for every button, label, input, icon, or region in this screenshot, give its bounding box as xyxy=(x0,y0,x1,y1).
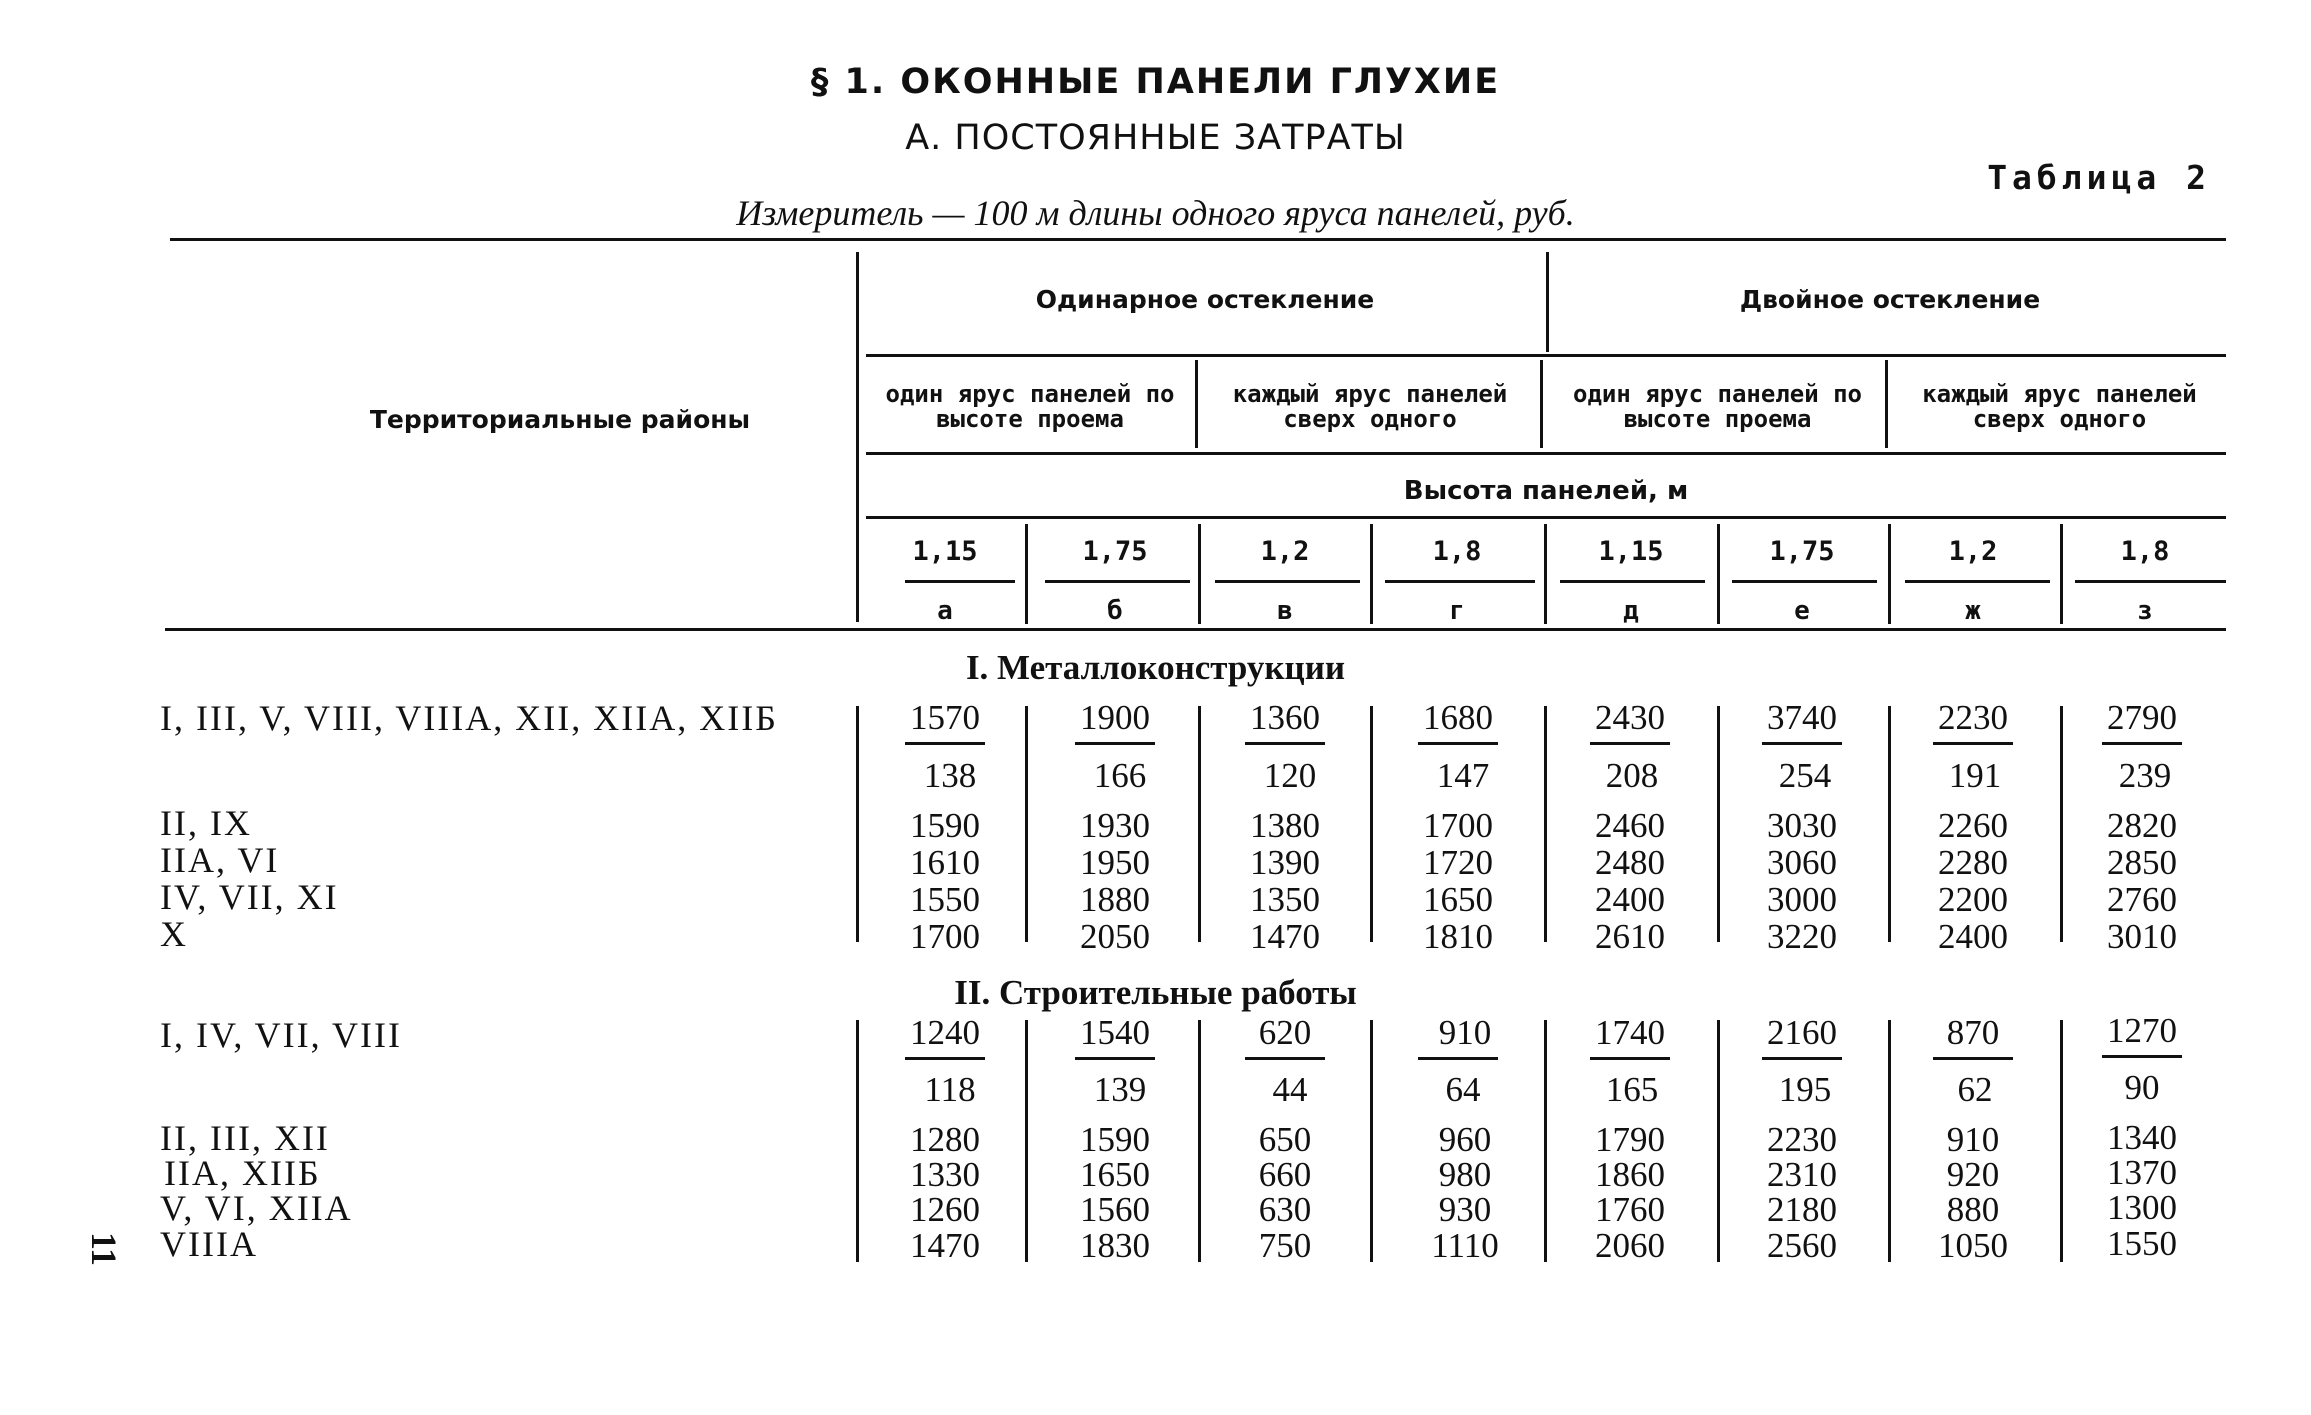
table-cell: 650 xyxy=(1258,1120,1312,1159)
table-cell: 2310 xyxy=(1767,1155,1837,1194)
header-divider xyxy=(1546,252,1549,352)
table-cell: 1650 xyxy=(1080,1155,1150,1194)
table-cell: 2480 xyxy=(1595,843,1665,882)
height-value: 1,75 xyxy=(1769,536,1835,567)
fraction-top: 620 xyxy=(1258,1013,1312,1052)
region-label: VIIIA xyxy=(160,1224,258,1264)
fraction-top: 1360 xyxy=(1250,698,1320,737)
table-cell: 930 xyxy=(1438,1190,1492,1229)
table-cell: 2760 xyxy=(2107,880,2177,919)
fraction-bar xyxy=(1418,742,1498,745)
fraction-bar xyxy=(1418,1057,1498,1060)
height-value: 1,75 xyxy=(1082,536,1148,567)
fraction-bottom: 195 xyxy=(1778,1070,1832,1109)
region-label: II, III, XII xyxy=(160,1118,330,1158)
table-cell: 750 xyxy=(1258,1226,1312,1265)
table-cell: 1860 xyxy=(1595,1155,1665,1194)
letter-rule xyxy=(905,580,1015,583)
region-label: X xyxy=(160,914,188,954)
height-value: 1,15 xyxy=(1598,536,1664,567)
fraction-bar xyxy=(905,1057,985,1060)
header-rule xyxy=(866,354,2226,357)
region-label: IV, VII, XI xyxy=(160,877,339,917)
height-header: Высота панелей, м xyxy=(1403,476,1689,506)
table-cell: 2400 xyxy=(1595,880,1665,919)
measure-unit: Измеритель — 100 м длины одного яруса панелей, руб. xyxy=(736,193,1575,233)
table-cell: 3060 xyxy=(1767,843,1837,882)
single-glazing-header: Одинарное остекление xyxy=(1035,285,1375,314)
fraction-top: 3740 xyxy=(1767,698,1837,737)
table-cell: 2050 xyxy=(1080,917,1150,956)
fraction-top: 2790 xyxy=(2107,698,2177,737)
fraction-bottom: 120 xyxy=(1263,756,1317,795)
header-rule xyxy=(866,516,2226,519)
column-divider xyxy=(1025,706,1028,942)
fraction-top: 1570 xyxy=(910,698,980,737)
fraction-bottom: 139 xyxy=(1093,1070,1147,1109)
page-number: 11 xyxy=(84,1232,124,1267)
table-cell: 1280 xyxy=(910,1120,980,1159)
section-subtitle: А. ПОСТОЯННЫЕ ЗАТРАТЫ xyxy=(905,118,1406,158)
fraction-top: 870 xyxy=(1946,1013,2000,1052)
region-label: I, IV, VII, VIII xyxy=(160,1015,402,1055)
table-cell: 630 xyxy=(1258,1190,1312,1229)
table-cell: 3220 xyxy=(1767,917,1837,956)
fraction-bar xyxy=(1590,1057,1670,1060)
fraction-top: 910 xyxy=(1438,1013,1492,1052)
table-cell: 920 xyxy=(1946,1155,2000,1194)
table-cell: 1050 xyxy=(1938,1226,2008,1265)
table-cell: 2610 xyxy=(1595,917,1665,956)
region-label: V, VI, XIIA xyxy=(160,1188,353,1228)
fraction-bar xyxy=(1933,742,2013,745)
table-cell: 880 xyxy=(1946,1190,2000,1229)
table-cell: 1550 xyxy=(2107,1224,2177,1263)
table-cell: 2850 xyxy=(2107,843,2177,882)
column-divider xyxy=(1198,706,1201,942)
fraction-bar xyxy=(1762,1057,1842,1060)
fraction-bottom: 254 xyxy=(1778,756,1832,795)
section-title: § 1. ОКОННЫЕ ПАНЕЛИ ГЛУХИЕ xyxy=(810,62,1501,102)
column-divider xyxy=(2060,1020,2063,1262)
header-divider xyxy=(2060,524,2063,624)
column-divider xyxy=(1370,1020,1373,1262)
column-letter: ж xyxy=(1965,596,1981,626)
subheader-4: каждый ярус панелей сверх одного xyxy=(1922,380,2197,434)
table-number: Таблица 2 xyxy=(1987,158,2211,197)
letter-rule xyxy=(1045,580,1190,583)
column-letter: в xyxy=(1277,596,1293,626)
header-divider xyxy=(1198,524,1201,624)
table-cell: 2560 xyxy=(1767,1226,1837,1265)
header-divider xyxy=(856,252,859,622)
column-divider xyxy=(1717,706,1720,942)
table-cell: 1950 xyxy=(1080,843,1150,882)
header-divider xyxy=(1370,524,1373,624)
table-cell: 1550 xyxy=(910,880,980,919)
table-cell: 1610 xyxy=(910,843,980,882)
table-cell: 2230 xyxy=(1767,1120,1837,1159)
table-cell: 1760 xyxy=(1595,1190,1665,1229)
table-cell: 3000 xyxy=(1767,880,1837,919)
fraction-bottom: 166 xyxy=(1093,756,1147,795)
height-value: 1,8 xyxy=(2120,536,2170,567)
fraction-bar xyxy=(1933,1057,2013,1060)
letter-rule xyxy=(1215,580,1360,583)
table-cell: 1470 xyxy=(1250,917,1320,956)
fraction-bar xyxy=(1245,742,1325,745)
column-divider xyxy=(1888,706,1891,942)
fraction-bar xyxy=(1590,742,1670,745)
table-cell: 1340 xyxy=(2107,1118,2177,1157)
table-cell: 2180 xyxy=(1767,1190,1837,1229)
subheader-3: один ярус панелей по высоте проема xyxy=(1573,380,1862,434)
table-cell: 2400 xyxy=(1938,917,2008,956)
table-cell: 2820 xyxy=(2107,806,2177,845)
table-cell: 2060 xyxy=(1595,1226,1665,1265)
table-cell: 3010 xyxy=(2107,917,2177,956)
table-cell: 1470 xyxy=(910,1226,980,1265)
header-divider xyxy=(1544,524,1547,624)
column-letter: е xyxy=(1794,596,1810,626)
fraction-bottom: 191 xyxy=(1948,756,2002,795)
fraction-top: 1740 xyxy=(1595,1013,1665,1052)
table-cell: 910 xyxy=(1946,1120,2000,1159)
fraction-top: 2160 xyxy=(1767,1013,1837,1052)
header-divider xyxy=(1540,360,1543,448)
table-cell: 1700 xyxy=(1423,806,1493,845)
fraction-top: 2230 xyxy=(1938,698,2008,737)
height-value: 1,15 xyxy=(912,536,978,567)
table-cell: 1260 xyxy=(910,1190,980,1229)
letter-rule xyxy=(1385,580,1535,583)
table-cell: 2280 xyxy=(1938,843,2008,882)
table-cell: 1110 xyxy=(1431,1226,1499,1265)
fraction-bar xyxy=(2102,742,2182,745)
column-letter: з xyxy=(2137,596,2153,626)
column-letter: б xyxy=(1107,596,1123,626)
fraction-bottom: 208 xyxy=(1605,756,1659,795)
header-divider xyxy=(1025,524,1028,624)
region-header: Территориальные районы xyxy=(369,405,751,434)
table-cell: 2260 xyxy=(1938,806,2008,845)
letter-rule xyxy=(1732,580,1877,583)
table-cell: 1300 xyxy=(2107,1188,2177,1227)
fraction-bottom: 62 xyxy=(1957,1070,1993,1109)
table-cell: 1350 xyxy=(1250,880,1320,919)
table-cell: 1650 xyxy=(1423,880,1493,919)
section-heading: II. Строительные работы xyxy=(954,973,1357,1012)
table-cell: 1560 xyxy=(1080,1190,1150,1229)
table-cell: 1590 xyxy=(910,806,980,845)
height-value: 1,8 xyxy=(1432,536,1482,567)
table-cell: 1790 xyxy=(1595,1120,1665,1159)
column-divider xyxy=(1025,1020,1028,1262)
double-glazing-header: Двойное остекление xyxy=(1739,285,2041,314)
table-cell: 960 xyxy=(1438,1120,1492,1159)
table-cell: 1880 xyxy=(1080,880,1150,919)
fraction-bar xyxy=(1075,1057,1155,1060)
height-value: 1,2 xyxy=(1260,536,1310,567)
fraction-bottom: 90 xyxy=(2124,1068,2160,1107)
subheader-1: один ярус панелей по высоте проема xyxy=(885,380,1175,434)
letter-rule xyxy=(1560,580,1705,583)
column-divider xyxy=(1370,706,1373,942)
column-divider xyxy=(1544,706,1547,942)
header-divider xyxy=(1888,524,1891,624)
fraction-bottom: 64 xyxy=(1445,1070,1481,1109)
column-letter: д xyxy=(1623,596,1639,626)
table-cell: 2460 xyxy=(1595,806,1665,845)
column-letter: а xyxy=(937,596,953,626)
height-value: 1,2 xyxy=(1948,536,1998,567)
header-divider xyxy=(1195,360,1198,448)
region-label: II, IX xyxy=(160,803,252,843)
region-label: IIA, XIIБ xyxy=(164,1153,321,1193)
table-cell: 3030 xyxy=(1767,806,1837,845)
fraction-bottom: 239 xyxy=(2118,756,2172,795)
table-cell: 1810 xyxy=(1423,917,1493,956)
table-cell: 1930 xyxy=(1080,806,1150,845)
fraction-bottom: 138 xyxy=(923,756,977,795)
fraction-bar xyxy=(2102,1055,2182,1058)
fraction-top: 1540 xyxy=(1080,1013,1150,1052)
column-divider xyxy=(856,706,859,942)
column-divider xyxy=(1888,1020,1891,1262)
fraction-top: 1270 xyxy=(2107,1011,2177,1050)
subheader-2: каждый ярус панелей сверх одного xyxy=(1232,380,1508,434)
fraction-bottom: 44 xyxy=(1272,1070,1308,1109)
table-cell: 1330 xyxy=(910,1155,980,1194)
fraction-top: 1900 xyxy=(1080,698,1150,737)
fraction-bar xyxy=(1075,742,1155,745)
table-cell: 660 xyxy=(1258,1155,1312,1194)
column-divider xyxy=(1544,1020,1547,1262)
region-label: I, III, V, VIII, VIIIA, XII, XIIA, XIIБ xyxy=(160,698,778,738)
fraction-top: 1240 xyxy=(910,1013,980,1052)
table-cell: 1700 xyxy=(910,917,980,956)
header-divider xyxy=(1885,360,1888,448)
header-rule xyxy=(866,452,2226,455)
table-cell: 1720 xyxy=(1423,843,1493,882)
column-divider xyxy=(2060,706,2063,942)
fraction-bar xyxy=(1245,1057,1325,1060)
fraction-bottom: 165 xyxy=(1605,1070,1659,1109)
table-cell: 1370 xyxy=(2107,1153,2177,1192)
letter-rule xyxy=(1905,580,2050,583)
table-cell: 2200 xyxy=(1938,880,2008,919)
table-cell: 980 xyxy=(1438,1155,1492,1194)
table-cell: 1830 xyxy=(1080,1226,1150,1265)
fraction-top: 1680 xyxy=(1423,698,1493,737)
column-divider xyxy=(1717,1020,1720,1262)
fraction-bottom: 118 xyxy=(924,1070,976,1109)
table-cell: 1380 xyxy=(1250,806,1320,845)
table-cell: 1590 xyxy=(1080,1120,1150,1159)
column-divider xyxy=(856,1020,859,1262)
fraction-top: 2430 xyxy=(1595,698,1665,737)
letter-rule xyxy=(2075,580,2226,583)
column-letter: г xyxy=(1449,596,1465,626)
fraction-bar xyxy=(1762,742,1842,745)
top-rule xyxy=(170,238,2226,241)
section-heading: I. Металлоконструкции xyxy=(965,648,1346,687)
fraction-bottom: 147 xyxy=(1436,756,1490,795)
region-label: IIA, VI xyxy=(160,840,280,880)
header-bottom-rule xyxy=(165,628,2226,631)
fraction-bar xyxy=(905,742,985,745)
header-divider xyxy=(1717,524,1720,624)
table-cell: 1390 xyxy=(1250,843,1320,882)
column-divider xyxy=(1198,1020,1201,1262)
